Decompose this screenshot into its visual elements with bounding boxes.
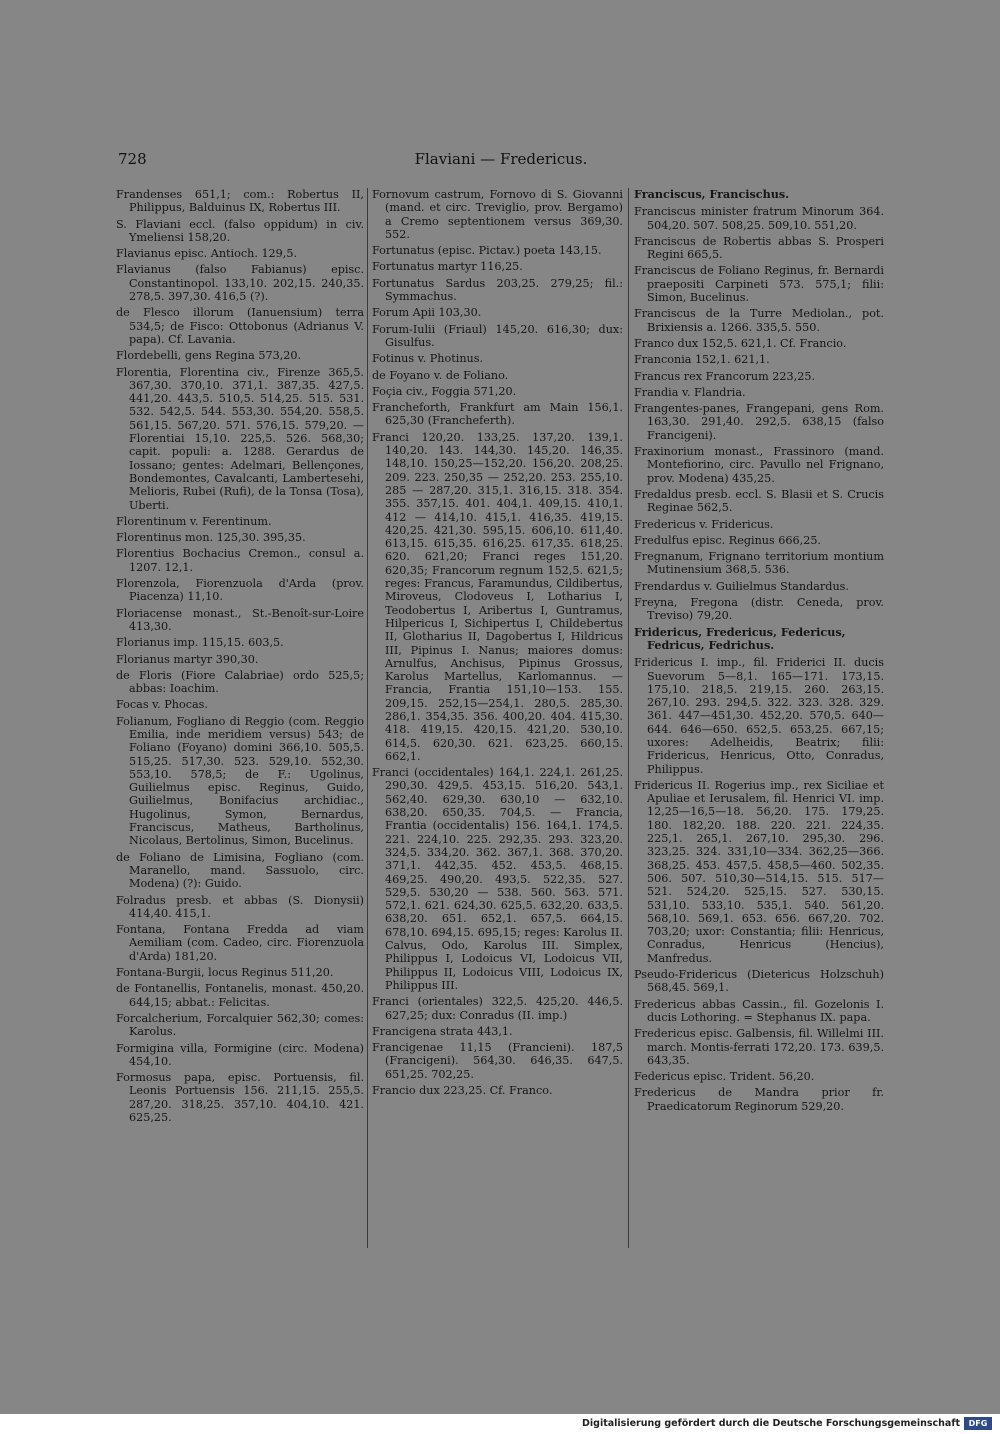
index-column-3 xyxy=(634,188,884,1116)
index-entry: Fregnanum, Frignano territorium montium Mutinensium 368,5. 536. xyxy=(634,550,884,577)
dfg-logo: DFG xyxy=(964,1417,992,1430)
index-entry: Fredericus v. Fridericus. xyxy=(634,517,774,531)
index-entry: Floriacense monast., St.-Benoît-sur-Loire 413,30. xyxy=(116,606,364,633)
index-entry: Fredulfus episc. Reginus 666,25. xyxy=(634,533,821,547)
index-entry: Frangentes-panes, Frangepani, gens Rom. 163,30. 291,40. 292,5. 638,15 (falso Francigeni). xyxy=(634,402,884,442)
index-entry: Fortunatus (episc. Pictav.) poeta 143,15. xyxy=(372,244,602,258)
index-entry: Fraxinorium monast., Frassinoro (mand. Montefiorino, circ. Pavullo nel Frignano, prov. Modena) 435,25. xyxy=(634,445,884,485)
index-entry: Franci (orientales) 322,5. 425,20. 446,5. 627,25; dux: Conradus (II. imp.) xyxy=(372,995,623,1022)
index-entry: Florentinus mon. 125,30. 395,35. xyxy=(116,531,306,545)
index-entry: Freyna, Fregona (distr. Ceneda, prov. Treviso) 79,20. xyxy=(634,596,884,623)
index-heading: Franciscus, Francischus. xyxy=(634,187,790,201)
index-entry: Florentinum v. Ferentinum. xyxy=(116,514,272,528)
index-entry: Frandenses 651,1; com.: Robertus II, Philippus, Balduinus IX, Robertus III. xyxy=(116,188,364,215)
index-entry: Fredericus episc. Galbensis, fil. Willelmi III. march. Montis-ferrati 172,20. 173. 639,5. 643,35. xyxy=(634,1027,884,1067)
index-entry: Franciscus de Foliano Reginus, fr. Bernardi praepositi Carpineti 573. 575,1; filii: Simon, Bucelinus. xyxy=(634,264,884,305)
index-entry: Folianum, Fogliano di Reggio (com. Reggio Emilia, inde meridiem versus) 543; de Foliano (Foyano) domini 366,10. 505,5. 515,25. 517,30. 523. 529,10. 552,30. 553,10. 578,5; de F.: Ugolinus, Guilielmus episc. Reginus, Guido, Guilielmus, Bonifacius archidiac., Hugolinus, Symon, Bernardus, Franciscus, Matheus, Bartholinus, Nicolaus, Bertolinus, Simon, Bucelinus. xyxy=(116,714,364,848)
index-column-2 xyxy=(372,188,623,1100)
index-entry: Flavianus (falso Fabianus) episc. Constantinopol. 133,10. 202,15. 240,35. 278,5. 397,30. 416,5 (?). xyxy=(116,263,364,304)
index-entry: Florianus martyr 390,30. xyxy=(116,652,259,666)
footer-bar xyxy=(0,1414,1000,1434)
index-entry: Folradus presb. et abbas (S. Dionysii) 414,40. 415,1. xyxy=(116,893,364,920)
index-entry: Forum Apii 103,30. xyxy=(372,306,482,320)
index-entry: Franciscus minister fratrum Minorum 364. 504,20. 507. 508,25. 509,10. 551,20. xyxy=(634,205,884,232)
column-divider xyxy=(367,188,368,1248)
page-header xyxy=(118,150,884,172)
index-entry: Franci (occidentales) 164,1. 224,1. 261,25. 290,30. 429,5. 453,15. 516,20. 543,1. 562,40. 629,30. 630,10 — 632,10. 638,20. 650,35. 704,5. — Francia, Frantia (occidentalis) 156. 164,1. 174,5. 221. 224,10. 225. 292,35. 293. 323,20. 324,5. 334,20. 362. 367,1. 368. 370,20. 371,1. 442,35. 452. 453,5. 468,15. 469,25. 490,20. 493,5. 522,35. 527. 529,5. 530,20 — 538. 560. 563. 571. 572,1. 621. 624,30. 625,5. 632,20. 633,5. 638,20. 651. 652,1. 657,5. 664,15. 678,10. 694,15. 695,15; reges: Karolus II. Calvus, Odo, Karolus III. Simplex, Philippus I, Lodoicus VI, Lodoicus VII, Philippus II, Lodoicus VIII, Lodoicus IX, Philippus III. xyxy=(372,766,623,992)
index-entry: Frendardus v. Guilielmus Standardus. xyxy=(634,579,849,593)
index-entry: de Fontanellis, Fontanelis, monast. 450,20. 644,15; abbat.: Felicitas. xyxy=(116,982,364,1009)
index-entry: Fontana-Burgii, locus Reginus 511,20. xyxy=(116,966,334,980)
index-entry: Francigena strata 443,1. xyxy=(372,1024,513,1038)
index-entry: Fortunatus martyr 116,25. xyxy=(372,260,523,274)
index-entry: Formosus papa, episc. Portuensis, fil. Leonis Portuensis 156. 211,15. 255,5. 287,20. 318,25. 357,10. 404,10. 421. 625,25. xyxy=(116,1071,364,1124)
index-entry: Flordebelli, gens Regina 573,20. xyxy=(116,349,302,363)
index-entry: Focas v. Phocas. xyxy=(116,698,208,712)
index-column-1 xyxy=(116,188,364,1127)
funding-credit: Digitalisierung gefördert durch die Deutsche Forschungsgemeinschaft xyxy=(582,1418,960,1429)
index-entry: Francus rex Francorum 223,25. xyxy=(634,369,815,383)
index-entry: Florenzola, Fiorenzuola d'Arda (prov. Piacenza) 11,10. xyxy=(116,577,364,604)
index-entry: Fortunatus Sardus 203,25. 279,25; fil.: Symmachus. xyxy=(372,276,623,304)
index-entry: Foçia civ., Foggia 571,20. xyxy=(372,384,517,398)
index-entry: Franciscus de la Turre Mediolan., pot. Brixiensis a. 1266. 335,5. 550. xyxy=(634,307,884,334)
index-entry: Federicus episc. Trident. 56,20. xyxy=(634,1070,815,1084)
index-entry: Francigenae 11,15 (Francieni). 187,5 (Francigeni). 564,30. 646,35. 647,5. 651,25. 702,25. xyxy=(372,1041,623,1081)
index-entry: Franciscus de Robertis abbas S. Prosperi Regini 665,5. xyxy=(634,234,884,262)
index-entry: Fredaldus presb. eccl. S. Blasii et S. Crucis Reginae 562,5. xyxy=(634,487,884,515)
index-entry: Formigina villa, Formigine (circ. Modena) 454,10. xyxy=(116,1041,364,1068)
index-entry: de Foyano v. de Foliano. xyxy=(372,368,509,382)
index-entry: Fontana, Fontana Fredda ad viam Aemiliam (com. Cadeo, circ. Fiorenzuola d'Arda) 181,20. xyxy=(116,923,364,963)
index-entry: Franci 120,20. 133,25. 137,20. 139,1. 140,20. 143. 144,30. 145,20. 146,35. 148,10. 150,25—152,20. 156,20. 208,25. 209. 223. 250,35 — 252,20. 253. 255,10. 285 — 287,20. 315,1. 316,15. 318. 354. 355. 357,15. 401. 404,1. 409,15. 410,1. 412 — 414,10. 415,1. 416,35. 419,15. 420,25. 421,30. 595,15. 606,10. 611,40. 613,15. 615,35. 616,25. 617,35. 618,25. 620. 621,20; Franci reges 151,20. 620,35; Francorum regnum 152,5. 621,5; reges: Francus, Faramundus, Cildibertus, Miroveus, Clodoveus I, Lotharius I, Teodobertus I, Aribertus I, Guntramus, Hilpericus I, Sichipertus I, Childebertus II, Glotharius II, Dagobertus I, Hildricus III, Pipinus I. Nanus; maiores domus: Arnulfus, Anchisus, Pipinus Grossus, Karolus Martellus, Karlomannus. — Francia, Frantia 151,10—153. 155. 209,15. 252,15—254,1. 280,5. 285,30. 286,1. 354,35. 356. 400,20. 404. 415,30. 418. 419,15. 420,15. 421,20. 530,10. 614,5. 620,30. 621. 623,25. 660,15. 662,1. xyxy=(372,430,623,763)
index-entry: Florentia, Florentina civ., Firenze 365,5. 367,30. 370,10. 371,1. 387,35. 427,5. 441,20. 443,5. 510,5. 514,25. 515. 531. 532. 542,5. 544. 553,30. 554,20. 558,5. 561,15. 567,20. 571. 576,15. 579,20. — Florentiai 15,10. 225,5. 526. 568,30; capit. populi: a. 1288. Gerardus de Iossano; gentes: Adelmari, Bellençones, Bondemontes, Cavalcanti, Lambertesehi, Melioris, Rubei (Rufi), de la Tonsa (Tosa), Uberti. xyxy=(116,365,364,512)
index-heading: Fridericus, Fredericus, Federicus, Fedricus, Fedrichus. xyxy=(634,624,846,652)
index-entry: Franconia 152,1. 621,1. xyxy=(634,353,770,367)
index-entry: Francheforth, Frankfurt am Main 156,1. 625,30 (Francheferth). xyxy=(372,401,623,428)
index-entry: Fredericus abbas Cassin., fil. Gozelonis I. ducis Lothoring. = Stephanus IX. papa. xyxy=(634,997,884,1024)
page-number: 728 xyxy=(118,150,147,168)
index-entry: de Foliano de Limisina, Fogliano (com. Maranello, mand. Sassuolo, circ. Modena) (?): Guido. xyxy=(116,850,364,891)
index-entry: Forcalcherium, Forcalquier 562,30; comes: Karolus. xyxy=(116,1011,364,1039)
index-entry: Fridericus I. imp., fil. Friderici II. ducis Suevorum 5—8,1. 165—171. 173,15. 175,10. 218,5. 219,15. 260. 263,15. 267,10. 293. 294,5. 322. 323. 328. 329. 361. 447—451,30. 452,20. 570,5. 640—644. 646—650. 652,5. 653,25. 667,15; uxores: Adelheidis, Beatrix; filii: Fridericus, Henricus, Otto, Conradus, Philippus. xyxy=(634,656,884,776)
index-entry: Fotinus v. Photinus. xyxy=(372,352,484,366)
column-divider xyxy=(628,188,629,1248)
index-entry: Franco dux 152,5. 621,1. Cf. Francio. xyxy=(634,336,847,350)
index-entry: Fredericus de Mandra prior fr. Praedicatorum Reginorum 529,20. xyxy=(634,1086,884,1113)
index-entry: Fornovum castrum, Fornovo di S. Giovanni (mand. et circ. Treviglio, prov. Bergamo) a Cremo septentionem versus 369,30. 552. xyxy=(372,188,623,241)
index-entry: de Floris (Fiore Calabriae) ordo 525,5; abbas: Ioachim. xyxy=(116,668,364,696)
index-entry: Florentius Bochacius Cremon., consul a. 1207. 12,1. xyxy=(116,547,364,574)
index-entry: Frandia v. Flandria. xyxy=(634,385,746,399)
running-title: Flaviani — Fredericus. xyxy=(414,150,588,168)
index-entry: Fridericus II. Rogerius imp., rex Siciliae et Apuliae et Ierusalem, fil. Henrici VI. imp. 12,25—16,5—18. 56,20. 175. 179,25. 180. 182,20. 188. 220. 221. 224,35. 225,1. 265,1. 267,10. 295,30. 296. 323,25. 324. 331,10—334. 362,25—366. 368,25. 453. 457,5. 458,5—460. 502,35. 506. 507. 510,30—514,15. 515. 517—521. 524,20. 525,15. 527. 530,15. 531,10. 533,10. 535,1. 540. 561,20. 568,10. 569,1. 653. 656. 667,20. 702. 703,20; uxor: Constantia; filii: Henricus, Conradus, Henricus (Hencius), Manfredus. xyxy=(634,778,884,965)
index-entry: de Flesco illorum (Ianuensium) terra 534,5; de Fisco: Ottobonus (Adrianus V. papa). Cf. Lavania. xyxy=(116,306,364,346)
index-entry: Francio dux 223,25. Cf. Franco. xyxy=(372,1084,553,1097)
index-entry: Forum-Iulii (Friaul) 145,20. 616,30; dux: Gisulfus. xyxy=(372,322,623,349)
index-entry: Flavianus episc. Antioch. 129,5. xyxy=(116,247,298,261)
index-entry: Florianus imp. 115,15. 603,5. xyxy=(116,636,284,650)
index-entry: S. Flaviani eccl. (falso oppidum) in civ. Ymeliensi 158,20. xyxy=(116,217,364,244)
index-entry: Pseudo-Fridericus (Dietericus Holzschuh) 568,45. 569,1. xyxy=(634,968,884,995)
